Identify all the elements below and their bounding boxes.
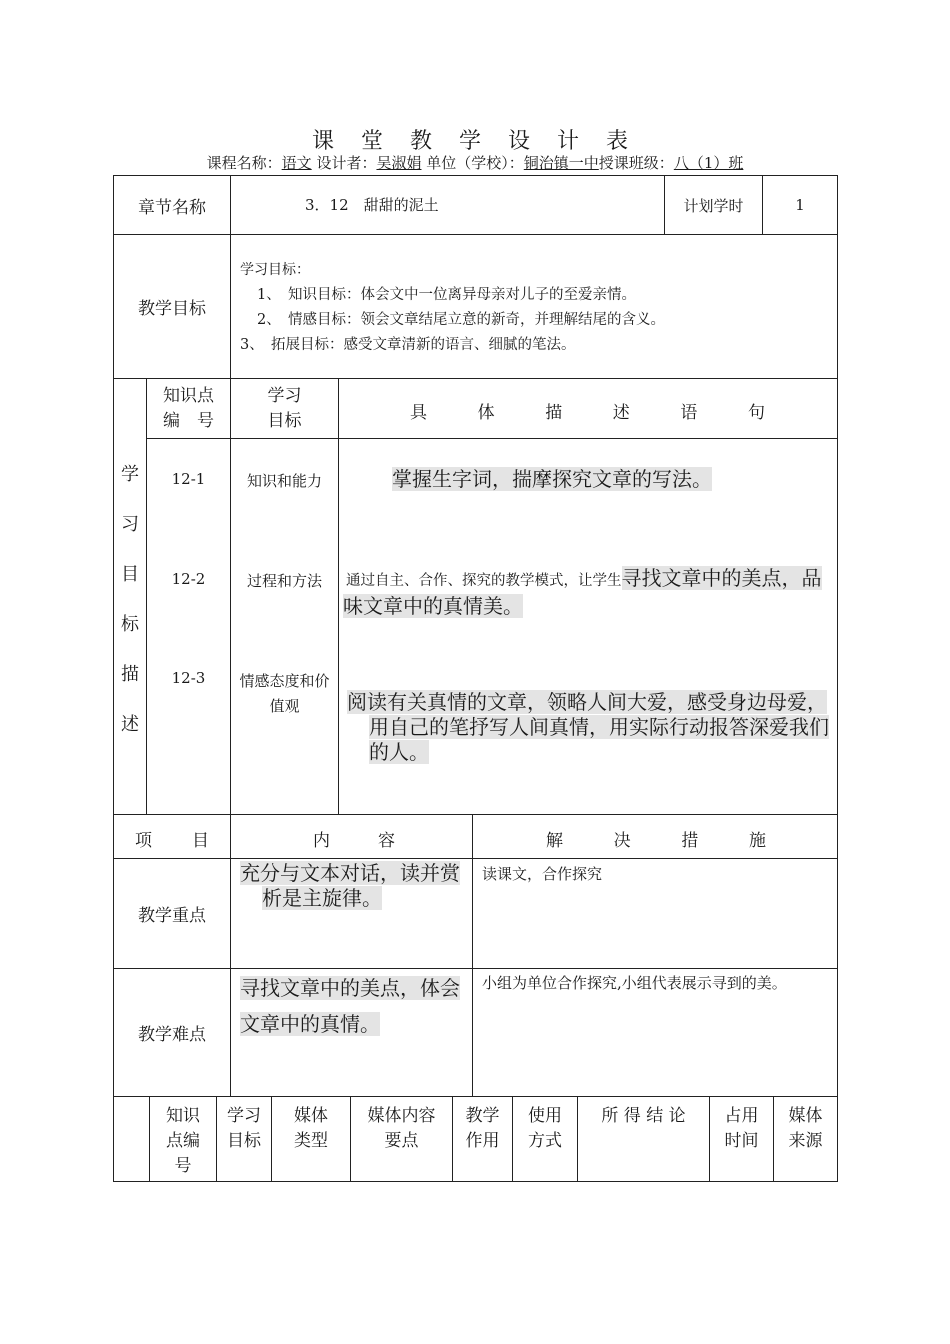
designer-value: 吴淑娟 [376, 154, 422, 172]
col-header-description [410, 398, 765, 423]
header-line: 知识点 [163, 385, 214, 406]
header-char: 容 [378, 831, 395, 851]
kp-id: 12-1 [171, 470, 206, 488]
header-line: 使用 [528, 1106, 562, 1126]
media-col-usage-method [513, 1104, 577, 1154]
highlighted-text: 阅读有关真情的文章，领略人间大爱，感受身边母爱，用自己的笔抒写人间真情，用实际行动报答深爱我们的人。 [347, 690, 829, 764]
kp-description [343, 566, 833, 620]
kp-id: 12-3 [171, 669, 206, 687]
media-col-kp-number [150, 1104, 216, 1179]
header-line: 教学 [465, 1106, 500, 1126]
media-col-source [774, 1104, 837, 1154]
goal-item: 1、 知识目标：体会文中一位离异母亲对儿子的至爱亲情。 [257, 287, 636, 303]
header-line: 媒体 [294, 1106, 328, 1126]
col-header-solution [546, 826, 766, 851]
header-char: 决 [613, 831, 631, 851]
header-char: 解 [546, 831, 563, 851]
media-col-teaching-role [453, 1104, 512, 1154]
highlighted-text: 充分与文本对话，读并赏析是主旋律。 [240, 861, 460, 910]
media-col-media-type [272, 1104, 350, 1154]
header-line: 学习 [267, 385, 302, 406]
header-line: 来源 [788, 1131, 823, 1151]
side-char: 标 [121, 614, 139, 635]
side-char: 描 [121, 664, 139, 685]
learning-desc-side-label [114, 450, 146, 750]
kp-description [392, 467, 712, 492]
kp-id: 12-2 [171, 570, 206, 588]
header-line: 学习 [227, 1106, 261, 1126]
difficult-point-content [240, 970, 468, 1042]
header-line: 媒体 [788, 1106, 823, 1126]
header-line: 作用 [465, 1131, 500, 1151]
course-label: 课程名称： [206, 154, 282, 172]
col-header-kp-number [147, 379, 230, 438]
header-line: 媒体内容 [367, 1106, 436, 1126]
chapter-label: 章节名称 [138, 197, 206, 218]
header-char: 具 [410, 403, 427, 423]
media-col-learning-goal [217, 1104, 271, 1154]
header-char: 述 [612, 403, 630, 423]
kp-description [347, 690, 831, 765]
header-line: 占用 [724, 1106, 759, 1126]
header-line: 方式 [528, 1131, 562, 1151]
header-line: 时间 [724, 1131, 759, 1151]
highlighted-text: 寻找文章中的美点，品味文章中的真情美。 [343, 566, 822, 618]
header-char: 体 [477, 403, 495, 423]
header-line: 编 号 [163, 410, 214, 431]
planned-hours-label: 计划学时 [683, 196, 744, 215]
header-line: 目标 [267, 410, 302, 431]
goal-item: 2、 情感目标：领会文章结尾立意的新奇，并理解结尾的含义。 [257, 312, 665, 328]
header-line: 所 得 结 论 [601, 1106, 686, 1126]
difficult-point-label: 教学难点 [138, 1025, 206, 1045]
planned-hours-value: 1 [795, 196, 805, 214]
header-line: 点编 [166, 1131, 200, 1151]
header-char: 项 [135, 831, 152, 851]
unit-value: 铜治镇一中 [523, 154, 599, 172]
side-char: 目 [121, 564, 139, 585]
side-char: 习 [121, 514, 139, 535]
goals-heading: 学习目标： [240, 262, 310, 278]
header-line: 目标 [227, 1131, 261, 1151]
header-line: 要点 [384, 1131, 419, 1151]
side-char: 学 [121, 464, 139, 485]
difficult-point-solution: 小组为单位合作探究,小组代表展示寻到的美。 [482, 974, 787, 992]
header-char: 语 [680, 403, 698, 423]
teaching-goals-content [240, 258, 830, 358]
header-char: 句 [747, 403, 765, 423]
header-char: 施 [748, 831, 766, 851]
header-char: 内 [313, 831, 330, 851]
course-value: 语文 [281, 154, 312, 172]
designer-label: 设计者： [316, 154, 377, 172]
teaching-goals-label: 教学目标 [138, 299, 206, 319]
col-header-content [313, 826, 395, 851]
kp-goal: 过程和方法 [246, 572, 322, 590]
key-point-solution: 读课文，合作探究 [482, 865, 603, 883]
plain-text: 通过自主、合作、探究的教学模式，让学生 [346, 573, 622, 589]
header-char: 措 [681, 831, 699, 851]
media-col-conclusion [578, 1104, 709, 1129]
key-point-content [240, 861, 468, 911]
class-label: 授课班级： [598, 154, 674, 172]
col-header-item [135, 826, 209, 851]
header-line: 类型 [294, 1131, 328, 1151]
goal-item: 3、 拓展目标：感受文章清新的语言、细腻的笔法。 [240, 337, 576, 353]
course-info-line [0, 152, 950, 173]
media-col-time-used [710, 1104, 773, 1154]
page-title: 课 堂 教 学 设 计 表 [312, 129, 638, 154]
chapter-name: 3．12 甜甜的泥土 [305, 196, 439, 214]
unit-label: 单位（学校）： [426, 154, 524, 172]
media-col-content-points [351, 1104, 452, 1154]
highlighted-text: 掌握生字词，揣摩探究文章的写法。 [392, 467, 712, 491]
header-line: 知识 [166, 1106, 200, 1126]
class-value: 八（1）班 [673, 154, 744, 172]
key-point-label: 教学重点 [138, 906, 206, 926]
header-char: 描 [545, 403, 563, 423]
kp-goal: 情感态度和价值观 [239, 672, 330, 715]
col-header-learning-goal [231, 379, 338, 438]
kp-goal: 知识和能力 [246, 472, 322, 490]
header-line: 号 [174, 1156, 192, 1176]
side-char: 述 [121, 714, 139, 735]
highlighted-text: 寻找文章中的美点，体会文章中的真情。 [240, 976, 460, 1036]
header-char: 目 [192, 831, 209, 851]
